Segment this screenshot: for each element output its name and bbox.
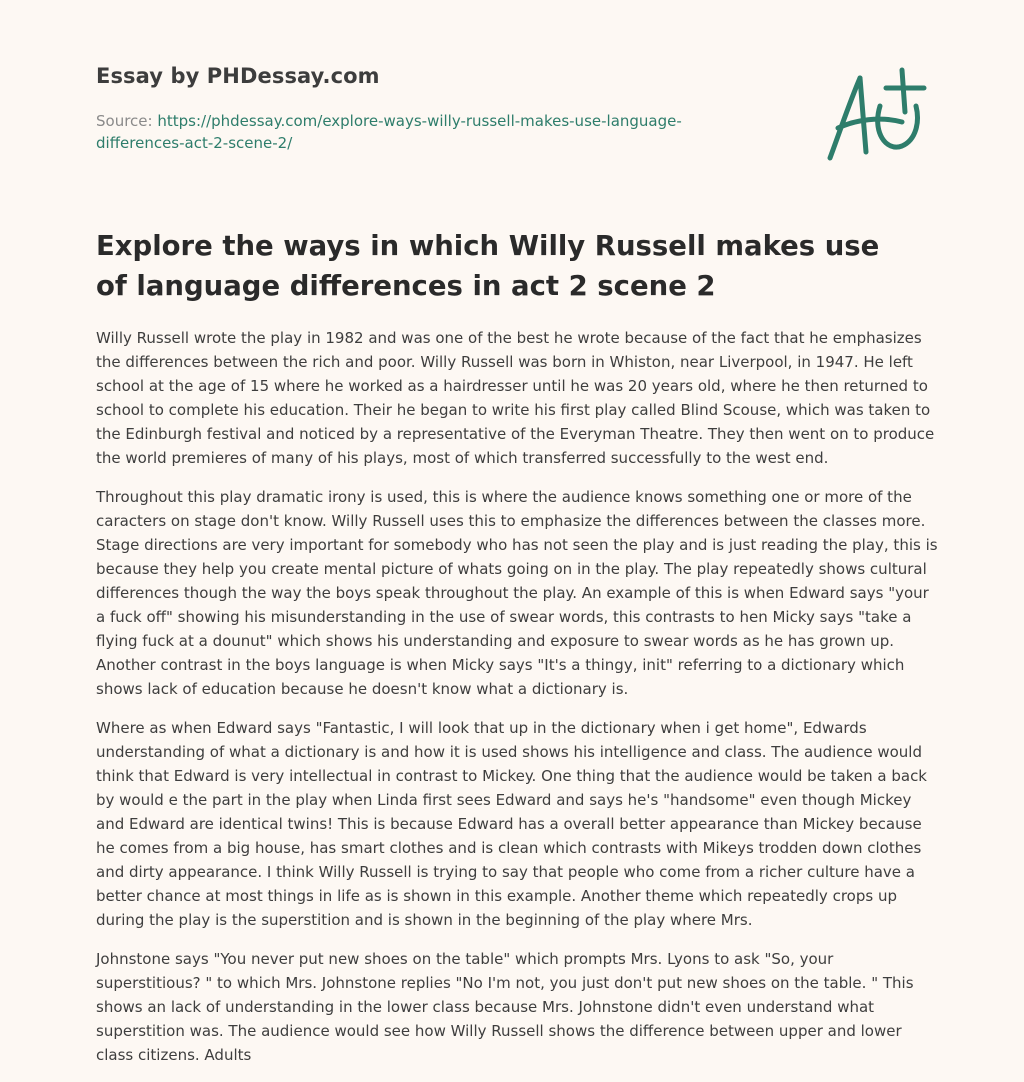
essay-paragraph: Throughout this play dramatic irony is used, this is where the audience knows something one or more of the caracters on stage don't know. Willy Russell uses this to emphasize the differences between the classes more. Stage directions are very important for somebody who has not seen the play and is just reading the play, this is because they help you create mental picture of whats going on in the play. The play repeatedly shows cultural differences though the way the boys speak throughout the play. An example of this is when Edward says "your a fuck off" showing his misunderstanding in the use of swear words, this contrasts to hen Micky says "take a flying fuck at a dounut" which shows his understanding and exposure to swear words as he has grown up. Another contrast in the boys language is when Micky says "It's a thingy, init" referring to a dictionary which shows lack of education because he doesn't know what a dictionary is. (96, 488, 938, 698)
essay-paragraph: Johnstone says "You never put new shoes on the table" which prompts Mrs. Lyons to ask "So, your superstitious? " to which Mrs. Johnstone replies "No I'm not, you just don't put new shoes on the table. " This shows an lack of understanding in the lower class because Mrs. Johnstone didn't even understand what superstition was. The audience would see how Willy Russell shows the difference between upper and lower class citizens. Adults (96, 950, 914, 1064)
source-line (96, 110, 716, 154)
a-plus-logo-icon (820, 66, 930, 166)
essay-paragraph: Where as when Edward says "Fantastic, I will look that up in the dictionary when i get home", Edwards understanding of what a dictionary is and how it is used shows his intelligence and class. The audience would think that Edward is very intellectual in contrast to Mickey. One thing that the audience would be taken a back by would e the part in the play when Linda first sees Edward and says he's "handsome" even though Mickey and Edward are identical twins! This is because Edward has a overall better appearance than Mickey because he comes from a big house, has smart clothes and is clean which contrasts with Mikeys trodden down clothes and dirty appearance. I think Willy Russell is trying to say that people who come from a richer culture have a better chance at most things in life as is shown in this example. Another theme which repeatedly crops up during the play is the superstition and is shown in the beginning of the play where Mrs. (96, 719, 927, 929)
essay-body (96, 326, 941, 1082)
essay-title: Explore the ways in which Willy Russell makes use of language differences in act 2 scene 2 (96, 230, 880, 302)
source-link[interactable]: https://phdessay.com/explore-ways-willy-russell-makes-use-language-differences-act-2-scene-2/ (96, 112, 682, 152)
essay-paragraph: Willy Russell wrote the play in 1982 and was one of the best he wrote because of the fact that he emphasizes the differences between the rich and poor. Willy Russell was born in Whiston, near Liverpool, in 1947. He left school at the age of 15 where he worked as a hairdresser until he was 20 years old, where he then returned to school to complete his education. Their he began to write his first play called Blind Scouse, which was taken to the Edinburgh festival and noticed by a representative of the Everyman Theatre. They then went on to produce the world premieres of many of his plays, most of which transferred successfully to the west end. (96, 329, 935, 467)
site-brand: Essay by PHDessay.com (96, 64, 380, 88)
source-label: Source: (96, 112, 153, 130)
